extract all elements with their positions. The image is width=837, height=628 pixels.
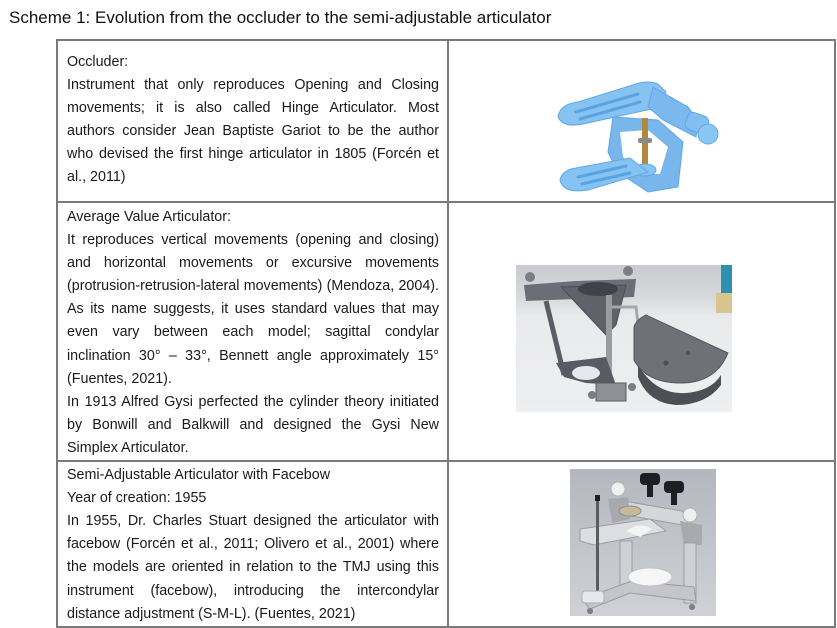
occluder-image-cell (448, 40, 835, 202)
semi-adjustable-description: In 1955, Dr. Charles Stuart designed the articulator with facebow (Forcén et al., 2011; Olivero et al., 2001) where the models are oriented in relation to the TMJ using this instrument (facebow), introducing the intercondylar distance adjustment (S-M-L). (Fuentes, 2021) (67, 513, 439, 622)
semi-adjustable-image-cell (448, 461, 835, 627)
occluder-description: Instrument that only reproduces Opening and Closing movements; it is also called Hinge Articulator. Most authors consider Jean Baptiste Gariot to be the author who devised the first hinge articulator in 1805 (Forcén et al., 2011) (67, 77, 439, 186)
average-value-heading: Average Value Articulator: (67, 209, 231, 225)
metal-average-value-articulator-photo-icon (516, 265, 732, 412)
average-value-description: It reproduces vertical movements (opening and closing) and horizontal movements or excursive movements (protrusion-retrusion-lateral movements) (Mendoza, 2004). As its name suggests, it uses standard values that may even vary between each model; sagittal condylar inclination 30° – 33°, Bennett angle approximately 15° (Fuentes, 2021). (67, 232, 439, 387)
average-value-text-cell (57, 202, 448, 461)
scheme-title: Scheme 1: Evolution from the occluder to the semi-adjustable articulator (9, 8, 552, 27)
table-row-semi-adjustable-articulator (57, 461, 835, 627)
semi-adjustable-articulator-photo-icon (570, 469, 716, 616)
semi-adjustable-heading: Semi-Adjustable Articulator with Facebow (67, 467, 331, 484)
semi-adjustable-text-cell (57, 461, 448, 627)
table-row-average-value-articulator (57, 202, 835, 461)
average-value-history: In 1913 Alfred Gysi perfected the cylinder theory initiated by Bonwill and Balkwill and designed the Gysi New Simplex Articulator. (67, 393, 439, 456)
average-value-image-cell (448, 202, 835, 461)
table-row-occluder (57, 40, 835, 202)
blue-plastic-occluder-photo-icon (548, 62, 748, 197)
semi-adjustable-year: Year of creation: 1955 (67, 490, 207, 507)
scheme-table (56, 39, 836, 628)
occluder-heading: Occluder: (67, 54, 129, 70)
occluder-text-cell (57, 40, 448, 202)
